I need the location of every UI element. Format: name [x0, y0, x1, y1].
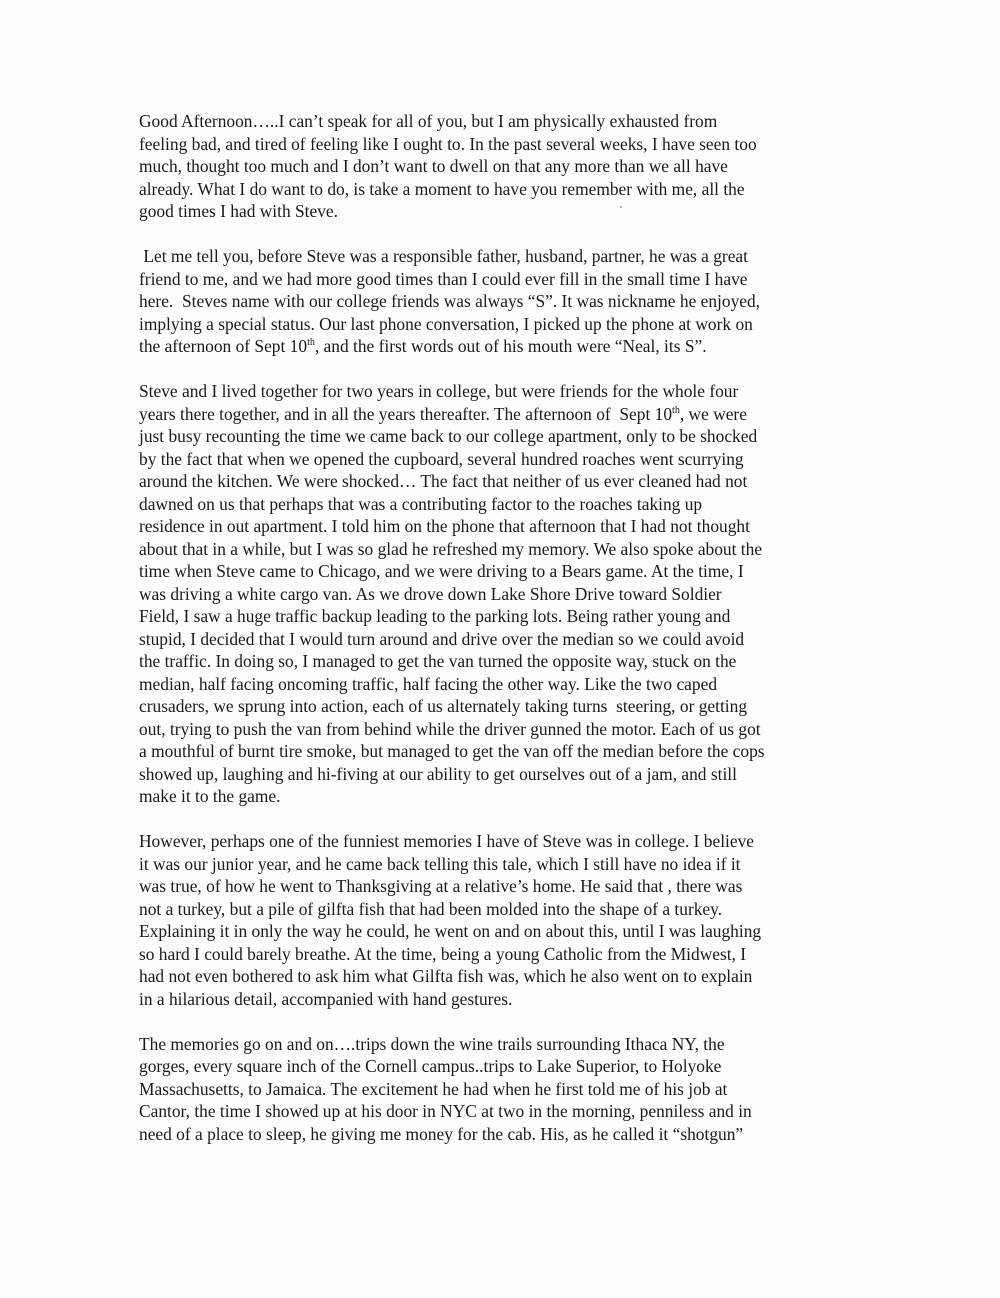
- text-line: Let me tell you, before Steve was a responsible father, husband, partner, he was a great: [139, 246, 748, 266]
- text-line: in a hilarious detail, accompanied with hand gestures.: [139, 988, 513, 1009]
- text-line: much, thought too much and I don’t want to dwell on that any more than we all have: [139, 156, 728, 176]
- paragraph-2: [139, 245, 875, 358]
- text-line: so hard I could barely breathe. At the time, being a young Catholic from the Midwest, I: [139, 943, 747, 964]
- text-line: Massachusetts, to Jamaica. The excitement he had when he first told me of his job at: [139, 1078, 728, 1099]
- text-line: good times I had with Steve.: [139, 201, 338, 221]
- text-line: gorges, every square inch of the Cornell campus..trips to Lake Superior, to Holyoke: [139, 1056, 722, 1076]
- text-line: was driving a white cargo van. As we drove down Lake Shore Drive toward Soldier: [139, 583, 722, 604]
- text-fragment: years there together, and in all the years thereafter. The afternoon of Sept 10: [139, 403, 673, 424]
- text-line: Good Afternoon…..I can’t speak for all of you, but I am physically exhausted from: [139, 111, 718, 131]
- text-line: the traffic. In doing so, I managed to get the van turned the opposite way, stuck on the: [139, 651, 737, 671]
- text-line: a mouthful of burnt tire smoke, but managed to get the van off the median before the cops: [139, 741, 765, 761]
- text-line: just busy recounting the time we came back to our college apartment, only to be shocked: [139, 426, 758, 446]
- text-fragment: the afternoon of Sept 10: [139, 336, 308, 356]
- text-line: Explaining it in only the way he could, he went on and on about this, until I was laughing: [139, 921, 762, 941]
- letter-body: [139, 110, 875, 1168]
- text-line: make it to the game.: [139, 786, 281, 806]
- text-line: [139, 403, 875, 426]
- text-line: had not even bothered to ask him what Gilfta fish was, which he also went on to explain: [139, 966, 753, 986]
- text-line: showed up, laughing and hi-fiving at our ability to get ourselves out of a jam, and still: [139, 763, 737, 784]
- paragraph-1: [139, 110, 875, 223]
- text-line: Cantor, the time I showed up at his door in NYC at two in the morning, penniless and in: [139, 1101, 752, 1121]
- text-line: dawned on us that perhaps that was a contributing factor to the roaches taking up: [139, 493, 703, 514]
- superscript-ordinal: th: [307, 337, 315, 348]
- text-line: crusaders, we sprung into action, each of us alternately taking turns steering, or getting: [139, 696, 748, 716]
- text-line: not a turkey, but a pile of gilfta fish that had been molded into the shape of a turkey.: [139, 898, 723, 919]
- text-line: The memories go on and on….trips down the wine trails surrounding Ithaca NY, the: [139, 1033, 725, 1054]
- text-line: by the fact that when we opened the cupboard, several hundred roaches went scurrying: [139, 448, 744, 469]
- text-line: here. Steves name with our college friends was always “S”. It was nickname he enjoyed,: [139, 291, 761, 311]
- text-line: Steve and I lived together for two years in college, but were friends for the whole four: [139, 381, 739, 401]
- text-line: time when Steve came to Chicago, and we were driving to a Bears game. At the time, I: [139, 561, 744, 581]
- text-line: already. What I do want to do, is take a moment to have you remember with me, all the: [139, 178, 745, 199]
- text-line: [139, 335, 875, 358]
- text-fragment: , we were: [679, 403, 747, 424]
- text-line: median, half facing oncoming traffic, half facing the other way. Like the two caped: [139, 673, 718, 694]
- text-line: residence in out apartment. I told him on the phone that afternoon that I had not thought: [139, 516, 750, 536]
- text-fragment: , and the first words out of his mouth were “Neal, its S”.: [314, 336, 707, 356]
- text-line: stupid, I decided that I would turn around and drive over the median so we could avoid: [139, 628, 745, 649]
- text-line: implying a special status. Our last phone conversation, I picked up the phone at work on: [139, 313, 753, 334]
- text-line: feeling bad, and tired of feeling like I ought to. In the past several weeks, I have seen too: [139, 133, 757, 154]
- text-line: it was our junior year, and he came back telling this tale, which I still have no idea if it: [139, 853, 741, 874]
- text-line: need of a place to sleep, he giving me money for the cab. His, as he called it “shotgun”: [139, 1123, 744, 1144]
- text-line: around the kitchen. We were shocked… The fact that neither of us ever cleaned had not: [139, 471, 748, 491]
- text-line: was true, of how he went to Thanksgiving at a relative’s home. He said that , there was: [139, 876, 743, 896]
- paragraph-4: [139, 830, 875, 1010]
- paragraph-5: [139, 1033, 875, 1146]
- text-line: out, trying to push the van from behind while the driver gunned the motor. Each of us got: [139, 718, 761, 739]
- text-line: about that in a while, but I was so glad he refreshed my memory. We also spoke about the: [139, 538, 763, 559]
- text-line: friend to me, and we had more good times than I could ever fill in the small time I have: [139, 268, 748, 289]
- superscript-ordinal: th: [672, 404, 680, 416]
- text-line: However, perhaps one of the funniest memories I have of Steve was in college. I believe: [139, 831, 755, 851]
- text-line: Field, I saw a huge traffic backup leading to the parking lots. Being rather young and: [139, 606, 731, 626]
- paragraph-3: [139, 380, 875, 808]
